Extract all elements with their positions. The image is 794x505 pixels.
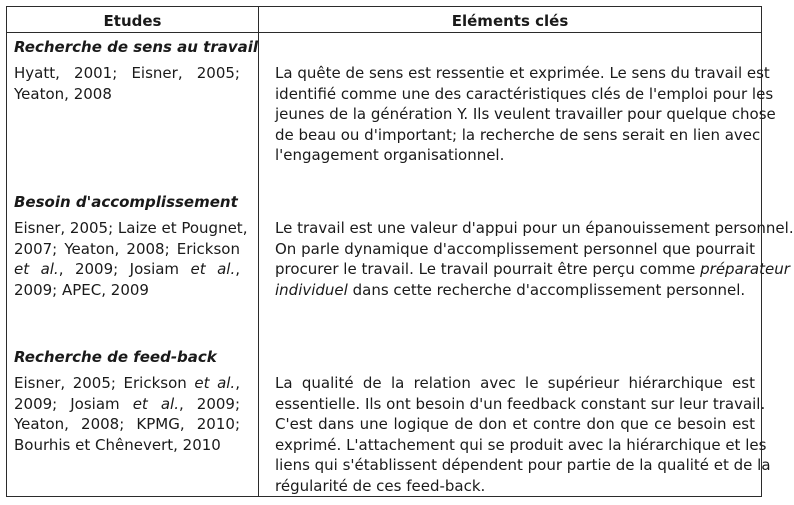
section-elements-accomplissement: [275, 218, 794, 300]
element-line: l'engagement organisationnel.: [275, 146, 505, 164]
element-line: de beau ou d'important; la recherche de sens serait en lien avec: [275, 125, 761, 144]
study-line: 2009; APEC, 2009: [14, 280, 149, 299]
section-elements-feedback: [275, 373, 771, 496]
header-key-elements: Eléments clés: [451, 12, 569, 30]
section-title-sens: Recherche de sens au travail: [14, 38, 259, 56]
element-line: exprimé. L'attachement qui se produit avec la hiérarchique et les: [275, 435, 767, 454]
study-line: 2009; Josiam et al., 2009;: [14, 394, 240, 413]
study-line: Yeaton, 2008: [14, 84, 112, 103]
element-line: On parle dynamique d'accomplissement personnel que pourrait: [275, 239, 755, 258]
study-line: Yeaton, 2008; KPMG, 2010;: [14, 415, 240, 433]
study-line: 2007; Yeaton, 2008; Erickson: [14, 239, 240, 258]
element-line: individuel dans cette recherche d'accomplissement personnel.: [275, 280, 746, 299]
section-studies-accomplissement: [14, 218, 248, 300]
element-line: La quête de sens est ressentie et exprimée. Le sens du travail est: [275, 64, 770, 82]
element-line: jeunes de la génération Y. Ils veulent travailler pour quelque chose: [275, 105, 776, 123]
study-line: Eisner, 2005; Laize et Pougnet,: [14, 219, 248, 237]
study-line: Bourhis et Chênevert, 2010: [14, 435, 221, 454]
section-title-accomplissement: Besoin d'accomplissement: [14, 193, 238, 211]
element-line: essentielle. Ils ont besoin d'un feedback constant sur leur travail.: [275, 394, 766, 413]
element-line: La qualité de la relation avec le supérieur hiérarchique est: [275, 374, 755, 392]
studies-table: [6, 6, 794, 497]
section-studies-feedback: [14, 373, 240, 455]
element-line: identifié comme une des caractéristiques clés de l'emploi pour les: [275, 84, 774, 103]
element-line: C'est dans une logique de don et contre don que ce besoin est: [275, 415, 755, 433]
element-line: Le travail est une valeur d'appui pour un épanouissement personnel.: [275, 219, 794, 237]
column-divider: [258, 7, 259, 496]
element-line: régularité de ces feed-back.: [275, 476, 486, 495]
study-line: Hyatt, 2001; Eisner, 2005;: [14, 64, 240, 82]
table-header: [7, 7, 761, 33]
element-line: liens qui s'établissent dépendent pour partie de la qualité et de la: [275, 456, 771, 474]
section-title-feedback: Recherche de feed-back: [14, 348, 217, 366]
section-elements-sens: [275, 63, 776, 166]
study-line: et al., 2009; Josiam et al.,: [14, 260, 241, 278]
section-studies-sens: [14, 63, 240, 104]
header-studies: Etudes: [103, 12, 162, 30]
study-line: Eisner, 2005; Erickson et al.,: [14, 374, 240, 392]
element-line: procurer le travail. Le travail pourrait être perçu comme préparateur: [275, 260, 790, 278]
